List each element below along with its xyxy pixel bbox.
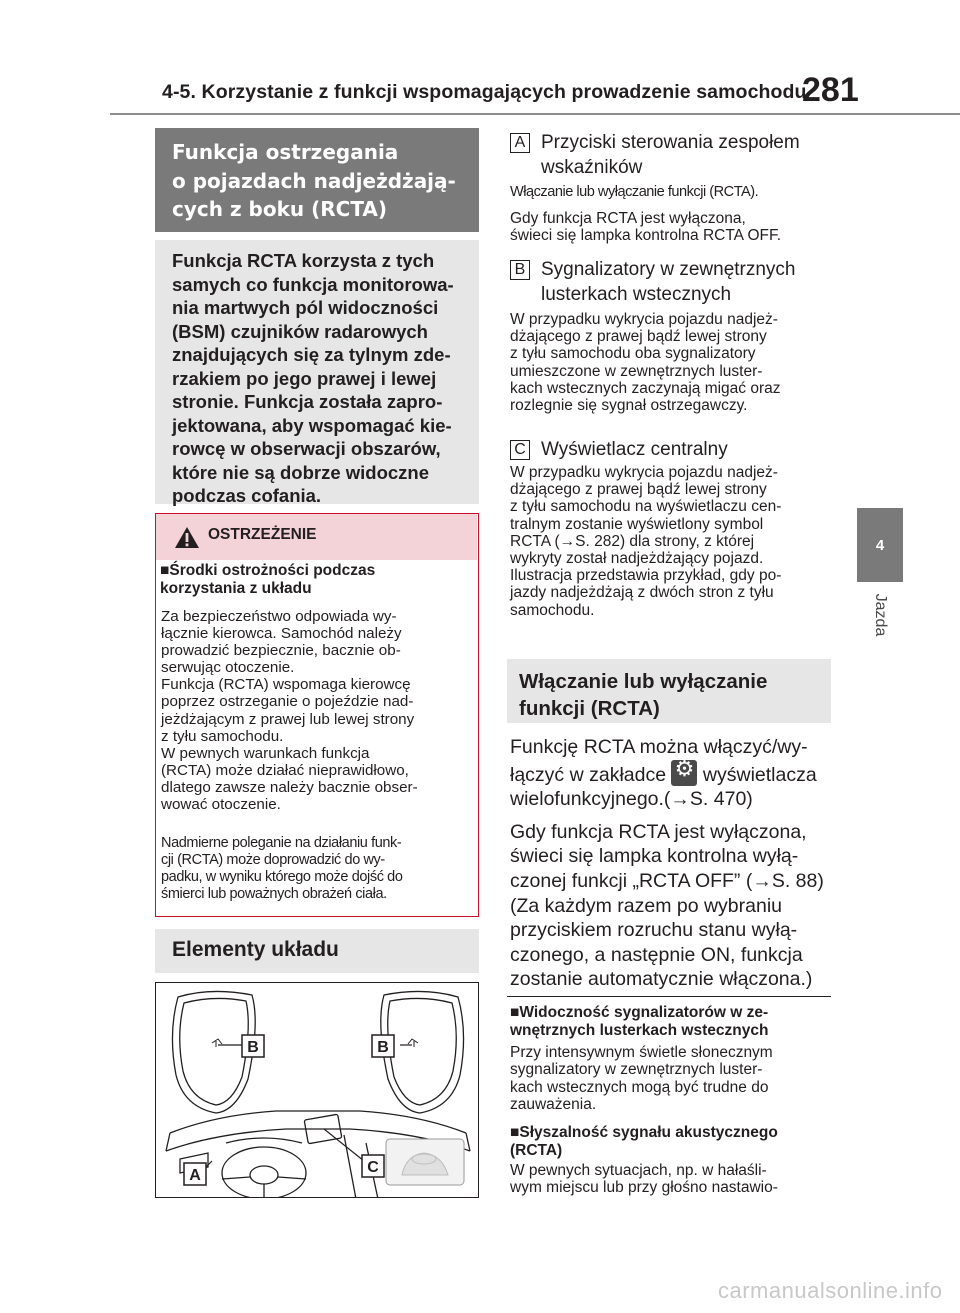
header-rule bbox=[110, 113, 960, 115]
item-body-a-2: Gdy funkcja RCTA jest wyłączona, świeci się lampka kontrolna RCTA OFF. bbox=[510, 210, 782, 245]
item-label-a: A bbox=[510, 133, 530, 153]
note-body-audibility: W pewnych sytuacjach, np. w hałaśli- wym miejscu lub przy głośno nastawio- bbox=[510, 1162, 778, 1197]
diagram-label-a: A bbox=[189, 1167, 201, 1184]
note-heading-audibility: ■Słyszalność sygnału akustycznego (RCTA) bbox=[510, 1124, 778, 1159]
item-title-c: Wyświetlacz centralny bbox=[541, 439, 728, 460]
warning-title: OSTRZEŻENIE bbox=[208, 526, 317, 543]
watermark: carmanualsonline.info bbox=[718, 1278, 943, 1303]
warning-body-consequence: Nadmierne poleganie na działaniu funk- cji (RCTA) może doprowadzić do wy- padku, w wyniku którego może dojść do śmierci lub poważnych obrażeń ciała. bbox=[161, 835, 403, 902]
section-title-components: Elementy układu bbox=[155, 929, 479, 973]
item-label-b: B bbox=[510, 260, 530, 280]
diagram-label-c: C bbox=[367, 1159, 379, 1176]
chapter-tab-label: Jazda bbox=[872, 593, 889, 637]
diagram-label-b-right: B bbox=[377, 1039, 389, 1056]
diagram-label-b-left: B bbox=[247, 1039, 259, 1056]
chapter-tab[interactable]: 4 bbox=[857, 508, 903, 582]
item-body-b: W przypadku wykrycia pojazdu nadjeż- dżającego z prawej bądź lewej strony z tyłu samochodu oba sygnalizatory umieszczone w zewnętrznych luster- kach wstecznych zaczynają migać oraz rozlegnie się sygnał ostrzegawczy. bbox=[510, 311, 781, 415]
warning-triangle-icon bbox=[174, 526, 200, 549]
item-body-a-1: Włączanie lub wyłączanie funkcji (RCTA). bbox=[510, 184, 759, 200]
warning-box bbox=[155, 513, 479, 917]
notes-rule bbox=[507, 996, 831, 997]
item-body-c: W przypadku wykrycia pojazdu nadjeż- dżającego z prawej bądź lewej strony z tyłu samochodu na wyświetlaczu cen- tralnym zostanie wyświetlony symbol RCTA (→S. 282) dla strony, z której wykryty został nadjeżdżający pojazd. Ilustracja przedstawia przykład, gdy po- jazdy nadjeżdżają z dwóch stron z tyłu samochodu. bbox=[510, 464, 782, 619]
components-illustration bbox=[155, 982, 479, 1198]
section-title-rcta: Funkcja ostrzegania o pojazdach nadjeżdżają- cych z boku (RCTA) bbox=[155, 128, 479, 232]
item-title-b: Sygnalizatory w zewnętrznych lusterkach wstecznych bbox=[541, 259, 796, 305]
car-interior-diagram bbox=[156, 983, 479, 1198]
item-title-a: Przyciski sterowania zespołem wskaźników bbox=[541, 132, 800, 178]
intro-box: Funkcja RCTA korzysta z tych samych co funkcja monitorowa- nia martwych pól widoczności (BSM) czujników radarowych znajdujących się za tylnym zde- rzakiem po jego prawej i lewej stronie. Funkcja została zapro- jektowana, aby wspomagać kie- rowcę w obserwacji obszarów, które nie są dobrze widoczne podczas cofania. bbox=[155, 240, 479, 504]
onoff-paragraph-2: Gdy funkcja RCTA jest wyłączona, świeci się lampka kontrolna wyłą- czonej funkcji „RCTA OFF” (→S. 88) (Za każdym razem po wybraniu przyciskiem rozruchu stanu wyłą- czonego, a następnie ON, funkcja zostanie automatycznie włączona.) bbox=[510, 820, 824, 991]
page-number: 281 bbox=[802, 71, 859, 109]
warning-subheading: ■Środki ostrożności podczas korzystania z układu bbox=[160, 562, 376, 597]
gear-icon bbox=[671, 760, 697, 786]
onoff-paragraph: Funkcję RCTA można włączyć/wy- łączyć w zakładce ⚙ wyświetlacza wielofunkcyjnego.(→S. 470) Gdy funkcja RCTA jest wyłączona, świeci się lampka kontrolna wyłą- czonej funkcji „RCTA OFF” (→S. 88) (Za każdym razem po wybraniu przyciskiem rozruchu stanu wyłą- czonego, a następnie ON, funkcja zostanie automatycznie włączona.) bbox=[510, 735, 835, 992]
note-body-visibility: Przy intensywnym świetle słonecznym sygnalizatory w zewnętrznych luster- kach wstecznych mogą być trudne do zauważenia. bbox=[510, 1044, 773, 1113]
note-heading-visibility: ■Widoczność sygnalizatorów w ze- wnętrznych lusterkach wstecznych bbox=[510, 1004, 769, 1039]
running-header: 4-5. Korzystanie z funkcji wspomagających prowadzenie samochodu bbox=[162, 81, 807, 103]
warning-body: Za bezpieczeństwo odpowiada wy- łącznie kierowca. Samochód należy prowadzić bezpiecznie, bacznie ob- serwując otoczenie. Funkcja (RCTA) wspomaga kierowcę poprzez ostrzeganie o pojeździe nad- jeżdżającym z prawej lub lewej strony z tyłu samochodu. W pewnych warunkach funkcja (RCTA) może działać nieprawidłowo, dlatego zawsze należy bacznie obser- wować otoczenie. bbox=[161, 608, 418, 814]
section-title-onoff: Włączanie lub wyłączanie funkcji (RCTA) bbox=[507, 659, 831, 723]
item-label-c: C bbox=[510, 440, 530, 460]
